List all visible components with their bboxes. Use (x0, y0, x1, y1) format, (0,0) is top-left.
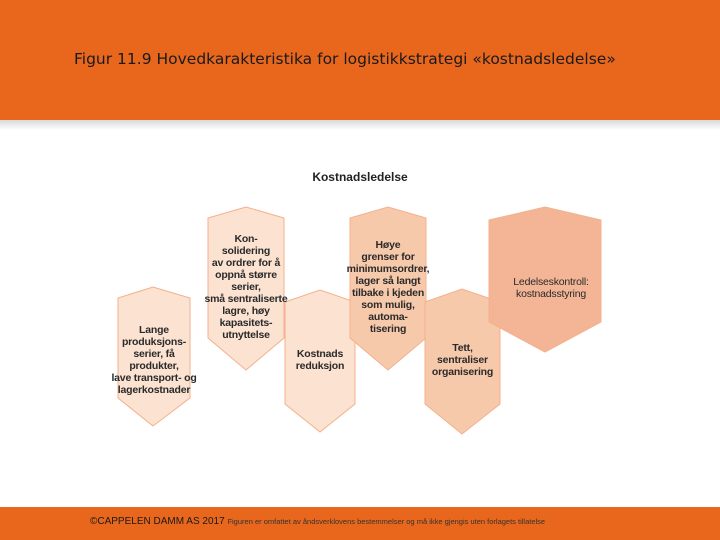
hexagon-5-label: Tett, sentraliser organisering (431, 342, 494, 378)
copyright-text: ©CAPPELEN DAMM AS 2017 (90, 516, 225, 527)
hexagon-4-label: Høye grenser for minimumsordrer, lager så langt tilbake i kjeden som mulig, automa- tisering (346, 239, 430, 335)
hexagon-2-label: Kon- solidering av ordrer for å oppnå større serier, små sentraliserte lagre, høy kapasitets- utnyttelse (204, 233, 288, 341)
diagram-title: Kostnadsledelse (312, 170, 408, 184)
slide-title: Figur 11.9 Hovedkarakteristika for logistikkstrategi «kostnadsledelse» (74, 50, 616, 68)
footer-text (90, 516, 545, 527)
copyright-notice: Figuren er omfattet av åndsverklovens bestemmelser og må ikke gjengis uten forlagets tillatelse (227, 517, 546, 526)
hexagon-6-label: Ledelseskontroll: kostnadsstyring (513, 276, 589, 300)
hexagon-3-label: Kostnads reduksjon (295, 348, 345, 372)
hexagon-1-label: Lange produksjons- serier, få produkter, lave transport- og lagerkostnader (111, 324, 197, 396)
